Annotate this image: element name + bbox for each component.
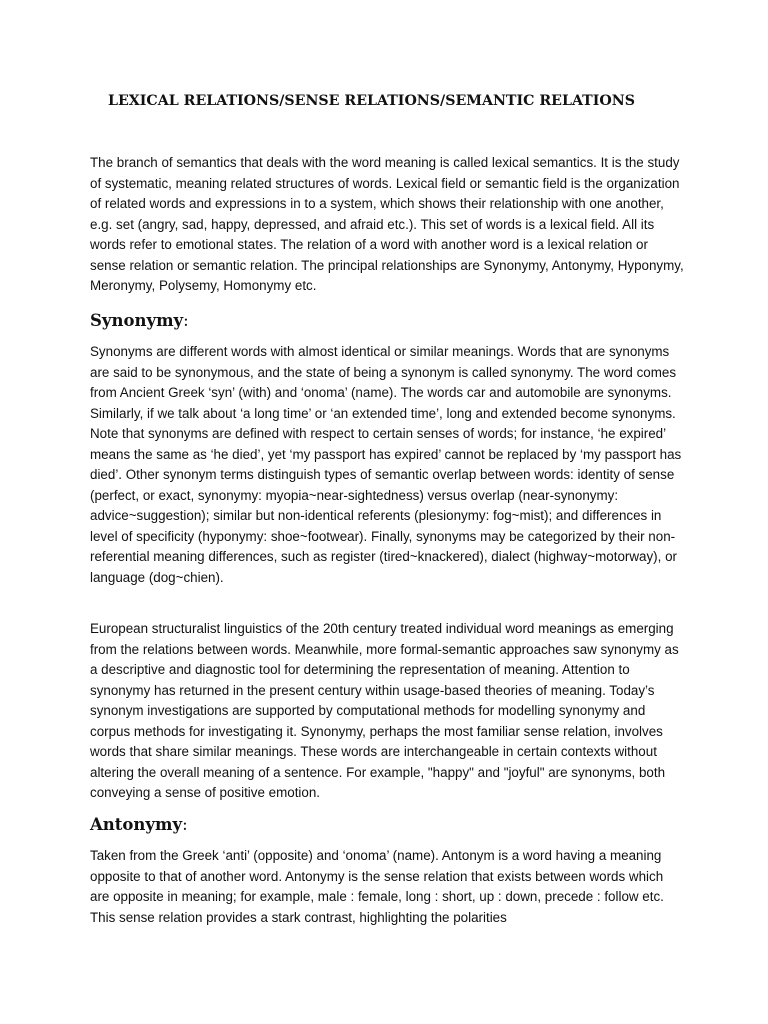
section-heading-synonymy: [90, 311, 189, 330]
synonymy-paragraph-1: Synonyms are different words with almost identical or similar meanings. Words that are synonyms are said to be synonymous, and the state of being a synonym is called synonymy. The word comes from Ancient Greek ‘syn’ (with) and ‘onoma’ (name). The words car and automobile are synonyms. Similarly, if we talk about ‘a long time’ or ‘an extended time’, long and extended become synonyms. Note that synonyms are defined with respect to certain senses of words; for instance, ‘he expired’ means the same as ‘he died’, yet ‘my passport has expired’ cannot be replaced by ‘my passport has died’. Other synonym terms distinguish types of semantic overlap between words: identity of sense (perfect, or exact, synonymy: myopia~near-sightedness) versus overlap (near-synonymy: advice~suggestion); similar but non-identical referents (plesionymy: fog~mist); and differences in level of specificity (hyponymy: shoe~footwear). Finally, synonyms may be categorized by their non-referential meaning differences, such as register (tired~knackered), dialect (highway~motorway), or language (dog~chien).: [90, 344, 682, 585]
document-title: LEXICAL RELATIONS/SENSE RELATIONS/SEMANTIC RELATIONS: [108, 93, 635, 109]
section-heading-antonymy-colon: :: [182, 815, 188, 834]
section-heading-synonymy-text: Synonymy: [90, 311, 184, 330]
section-heading-synonymy-colon: :: [183, 311, 189, 330]
intro-paragraph: The branch of semantics that deals with the word meaning is called lexical semantics. It is the study of systematic, meaning related structures of words. Lexical field or semantic field is the organization of related words and expressions in to a system, which shows their relationship with one another, e.g. set (angry, sad, happy, depressed, and afraid etc.). This set of words is a lexical field. All its words refer to emotional states. The relation of a word with another word is a lexical relation or sense relation or semantic relation. The principal relationships are Synonymy, Antonymy, Hyponymy, Meronymy, Polysemy, Homonymy etc.: [90, 155, 684, 293]
section-heading-antonymy: [90, 815, 188, 834]
section-heading-antonymy-text: Antonymy: [90, 815, 183, 834]
synonymy-paragraph-2: European structuralist linguistics of the 20th century treated individual word meanings as emerging from the relations between words. Meanwhile, more formal-semantic approaches saw synonymy as a descriptive and diagnostic tool for determining the representation of meaning. Attention to synonymy has returned in the present century within usage-based theories of meaning. Today’s synonym investigations are supported by computational methods for modelling synonymy and corpus methods for investigating it. Synonymy, perhaps the most familiar sense relation, involves words that share similar meanings. These words are interchangeable in certain contexts without altering the overall meaning of a sentence. For example, "happy" and "joyful" are synonyms, both conveying a sense of positive emotion.: [90, 621, 679, 800]
antonymy-paragraph-1: Taken from the Greek ‘anti’ (opposite) and ‘onoma’ (name). Antonym is a word having a meaning opposite to that of another word. Antonymy is the sense relation that exists between words which are opposite in meaning; for example, male : female, long : short, up : down, precede : follow etc. This sense relation provides a stark contrast, highlighting the polarities: [90, 848, 664, 925]
